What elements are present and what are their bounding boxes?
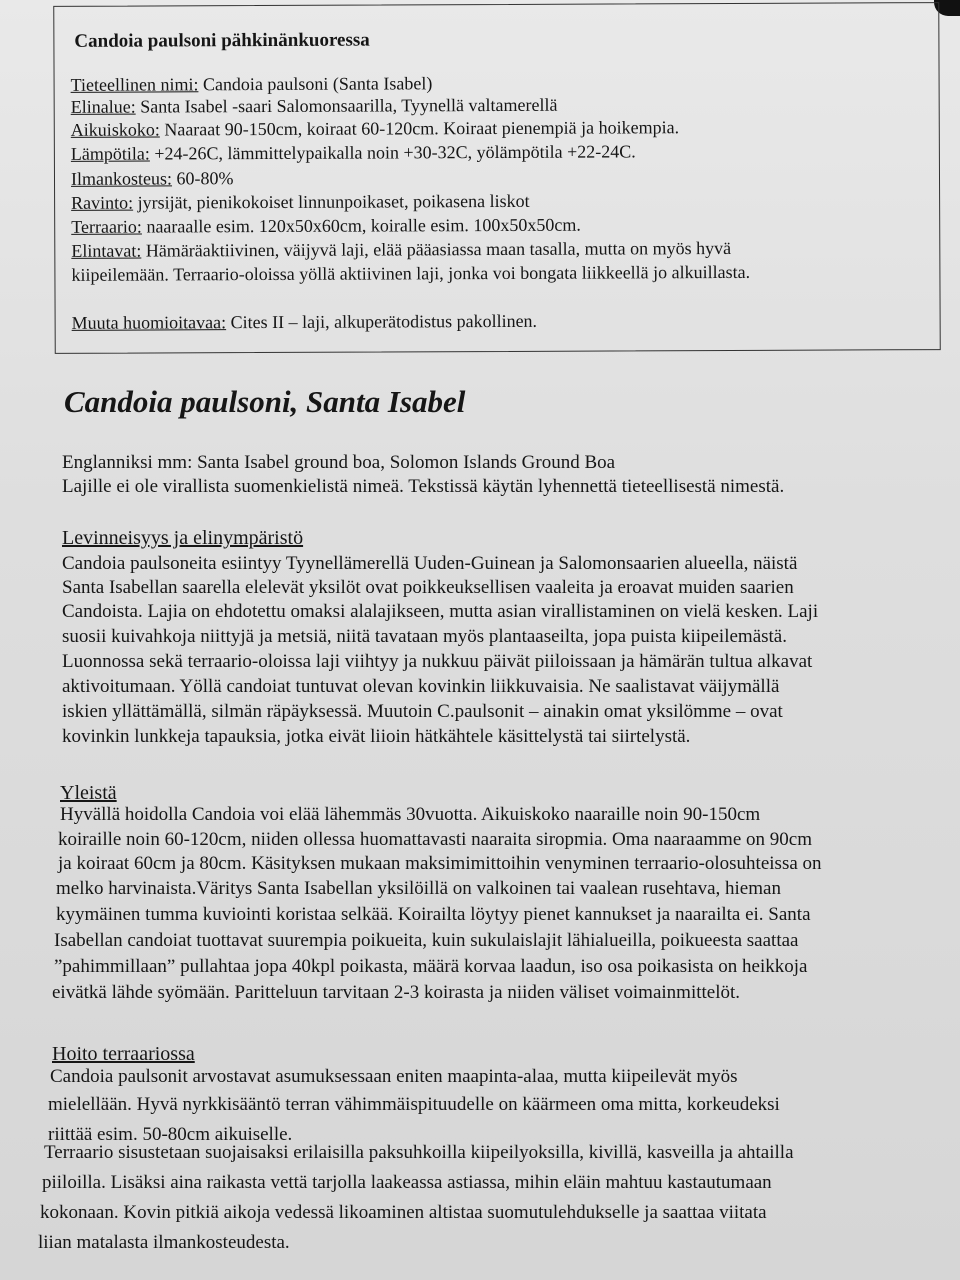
- section-heading-general: Yleistä: [60, 782, 117, 804]
- fact-other-notes: Muuta huomioitavaa: Cites II – laji, alkuperätodistus pakollinen.: [71, 310, 538, 333]
- paragraph-line: kyymäinen tumma kuviointi koristaa selkää. Koirailta löytyy pienet kannukset ja naarailta ei. Santa: [56, 904, 811, 925]
- fact-terrarium: Terraario: naaraalle esim. 120x50x60cm, koiralle esim. 100x50x50cm.: [71, 214, 581, 237]
- paragraph-line: mielellään. Hyvä nyrkkisääntö terran vähimmäispituudelle on käärmeen oma mitta, korkeudeksi: [48, 1094, 780, 1115]
- paragraph-line: Santa Isabellan saarella elelevät yksilöt ovat poikkeuksellisen vaaleita ja eroavat muiden saarien: [62, 577, 794, 598]
- paragraph-line: Candoista. Lajia on ehdotettu omaksi alalajikseen, mutta asian virallistaminen on vielä kesken. Laji: [62, 601, 819, 622]
- paragraph-line: Candoia paulsoneita esiintyy Tyynellämerellä Uuden-Guinean ja Salomonsaarien alueella, näistä: [62, 553, 798, 574]
- paragraph-line: iskien yllättämällä, silmän räpäyksessä. Muutoin C.paulsonit – ainakin omat yksilömme – ovat: [62, 701, 783, 722]
- paragraph-line: ”pahimmillaan” pullahtaa jopa 40kpl poikasta, määrä korvaa laadun, iso osa poikasista on heikkoja: [54, 956, 808, 977]
- fact-habits: Elintavat: Hämäräaktiivinen, väijyvä laji, elää pääasiassa maan tasalla, mutta on myös hyvä: [71, 237, 732, 261]
- paragraph-line: eivätkä lähde syömään. Paritteluun tarvitaan 2-3 koirasta ja niiden väliset voimainmittelöt.: [52, 982, 741, 1003]
- paragraph-line: riittää esim. 50-80cm aikuiselle.: [48, 1124, 293, 1145]
- paragraph-line: suosii kuivahkoja niittyjä ja metsiä, niitä tavataan myös plantaaseilta, jopa puista kiipeilemästä.: [62, 626, 787, 647]
- paragraph-line: koiraille noin 60-120cm, niiden ollessa huomattavasti naaraita siropmia. Oma naaraamme on 90cm: [58, 829, 812, 850]
- main-title: Candoia paulsoni, Santa Isabel: [64, 384, 466, 419]
- fact-food: Ravinto: jyrsijät, pienikokoiset linnunpoikaset, poikasena liskot: [71, 190, 530, 213]
- fact-scientific-name: Tieteellinen nimi: Candoia paulsoni (Santa Isabel): [70, 73, 433, 95]
- fact-adult-size: Aikuiskoko: Naaraat 90-150cm, koiraat 60-120cm. Koiraat pienempiä ja hoikempia.: [70, 117, 680, 140]
- paragraph-line: Luonnossa sekä terraario-oloissa laji viihtyy ja nukkuu päivät piiloissaan ja hämärän tultua alkavat: [62, 651, 813, 672]
- paragraph-line: Terraario sisustetaan suojaisaksi erilaisilla paksuhkoilla kiipeilyoksilla, kivillä, kasveilla ja ahtailla: [44, 1142, 794, 1163]
- intro-line: Lajille ei ole virallista suomenkielistä nimeä. Tekstissä käytän lyhennettä tieteellisestä nimestä.: [62, 476, 785, 497]
- paragraph-line: kovinkin lunkkeja tapauksia, jotka eivät liioin hätkähtele käsittelystä tai siirtelystä.: [62, 726, 691, 747]
- paragraph-line: Hyvällä hoidolla Candoia voi elää lähemmäs 30vuotta. Aikuiskoko naaraille noin 90-150cm: [60, 804, 761, 825]
- fact-habits-continued: kiipeilemään. Terraario-oloissa yöllä aktiivinen laji, jonka voi bongata liikkeellä jo alkuillasta.: [71, 261, 751, 285]
- paragraph-line: ja koiraat 60cm ja 80cm. Käsityksen mukaan maksimimittoihin venyminen terraario-olosuhteissa on: [58, 853, 822, 874]
- fact-humidity: Ilmankosteus: 60-80%: [70, 168, 234, 189]
- intro-line: Englanniksi mm: Santa Isabel ground boa, Solomon Islands Ground Boa: [62, 452, 616, 473]
- paragraph-line: Isabellan candoiat tuottavat suurempia poikueita, kuin sukulaislajit lähialueilla, poikueesta saattaa: [54, 930, 799, 951]
- paragraph-line: piiloilla. Lisäksi aina raikasta vettä tarjolla laakeassa astiassa, mihin eläin mahtuu kastautumaan: [42, 1172, 772, 1193]
- paragraph-line: Candoia paulsonit arvostavat asumuksessaan eniten maapinta-alaa, mutta kiipeilevät myös: [50, 1066, 738, 1087]
- section-heading-care: Hoito terraariossa: [52, 1043, 195, 1065]
- summary-box: [53, 2, 941, 354]
- paragraph-line: liian matalasta ilmankosteudesta.: [38, 1232, 290, 1253]
- section-heading-distribution: Levinneisyys ja elinympäristö: [62, 527, 304, 549]
- paragraph-line: melko harvinaista.Väritys Santa Isabellan yksilöillä on valkoinen tai vaalean rusehtava, hieman: [56, 878, 781, 899]
- paragraph-line: kokonaan. Kovin pitkiä aikoja vedessä likoaminen altistaa suomutulehdukselle ja saattaa viitata: [40, 1202, 767, 1223]
- paragraph-line: aktivoitumaan. Yöllä candoiat tuntuvat olevan kovinkin liikkuvaisia. Ne saalistavat väijymällä: [62, 676, 780, 697]
- fact-temperature: Lämpötila: +24-26C, lämmittelypaikalla noin +30-32C, yölämpötila +22-24C.: [70, 141, 636, 164]
- fact-range: Elinalue: Santa Isabel -saari Salomonsaarilla, Tyynellä valtamerellä: [70, 94, 558, 117]
- summary-title: Candoia paulsoni pähkinänkuoressa: [74, 29, 370, 52]
